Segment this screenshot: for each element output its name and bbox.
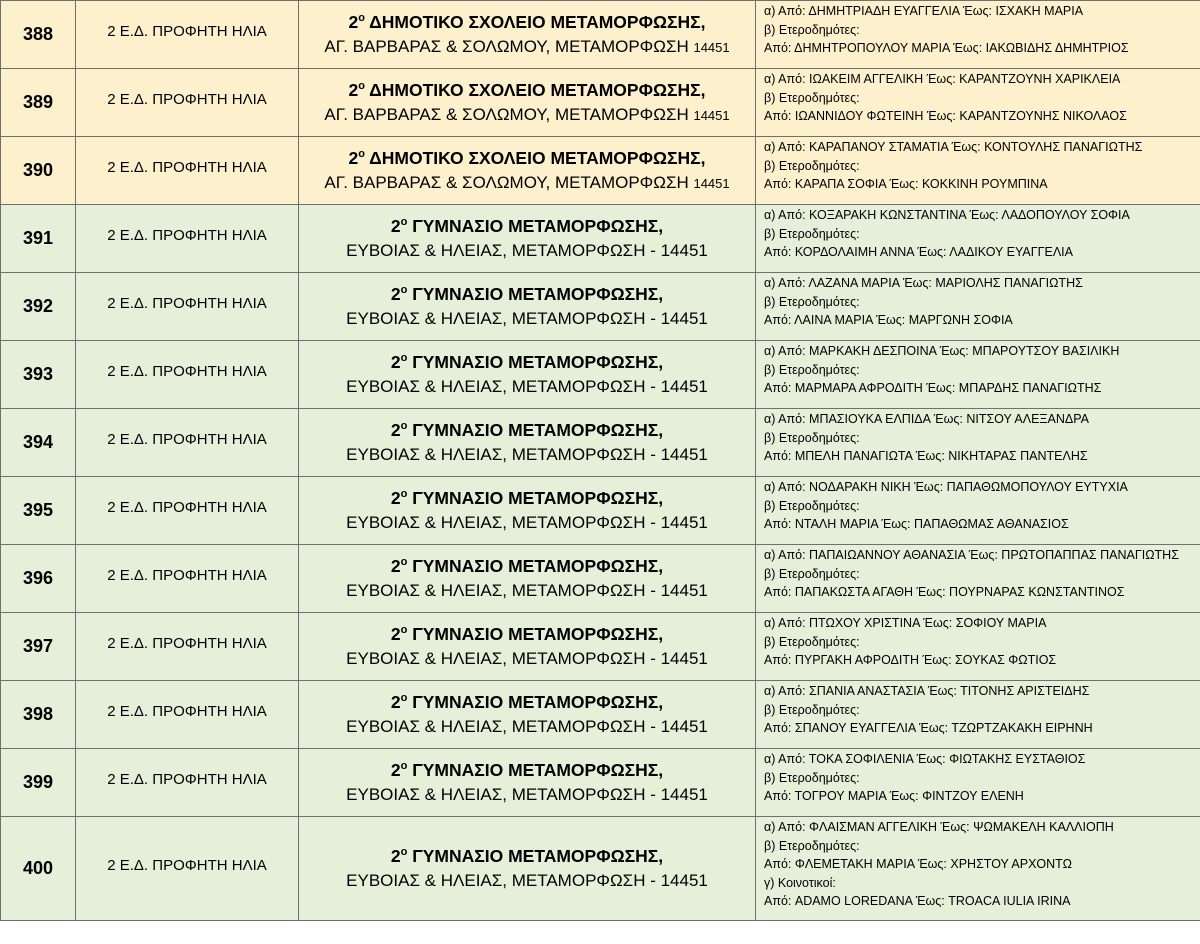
assignment-line: α) Από: ΣΠΑΝΙΑ ΑΝΑΣΤΑΣΙΑ Έως: ΤΙΤΟΝΗΣ ΑΡΙΣΤΕΙΔΗΣ xyxy=(764,684,1090,698)
assignment-line: Από: ΠΥΡΓΑΚΗ ΑΦΡΟΔΙΤΗ Έως: ΣΟΥΚΑΣ ΦΩΤΙΟΣ xyxy=(764,653,1057,667)
school-address-text: ΕΥΒΟΙΑΣ & ΗΛΕΙΑΣ, ΜΕΤΑΜΟΡΦΩΣΗ - 14451 xyxy=(346,871,708,890)
school-cell xyxy=(299,817,756,921)
table-row xyxy=(1,613,1200,681)
school-grade-number: 2 xyxy=(390,692,401,712)
school-grade-number: 2 xyxy=(390,284,401,304)
ordinal-superscript: ο xyxy=(358,12,365,25)
ordinal-superscript: ο xyxy=(400,352,408,365)
assignment-line: α) Από: ΜΠΑΣΙΟΥΚΑ ΕΛΠΙΔΑ Έως: ΝΙΤΣΟΥ ΑΛΕΞΑΝΔΡΑ xyxy=(764,412,1089,426)
voter-assignment xyxy=(756,545,1200,613)
school-cell xyxy=(299,681,756,749)
electoral-district: 2 Ε.Δ. ΠΡΟΦΗΤΗ ΗΛΙΑ xyxy=(76,137,299,205)
assignment-line: β) Ετεροδημότες: xyxy=(764,430,860,445)
ordinal-superscript: ο xyxy=(358,80,365,93)
school-address xyxy=(299,105,755,125)
school-name xyxy=(299,80,755,101)
voter-assignment xyxy=(756,477,1200,545)
school-address-text: ΕΥΒΟΙΑΣ & ΗΛΕΙΑΣ, ΜΕΤΑΜΟΡΦΩΣΗ - 14451 xyxy=(346,513,708,532)
voter-assignment xyxy=(756,341,1200,409)
school-grade-number: 2 xyxy=(348,80,359,100)
school-grade-number: 2 xyxy=(390,488,401,508)
table-row xyxy=(1,341,1200,409)
assignment-line: β) Ετεροδημότες: xyxy=(764,838,860,853)
school-name-text: ΔΗΜΟΤΙΚΟ ΣΧΟΛΕΙΟ ΜΕΤΑΜΟΡΦΩΣΗΣ, xyxy=(364,12,706,32)
assignment-line: β) Ετεροδημότες: xyxy=(764,770,860,785)
assignment-line: β) Ετεροδημότες: xyxy=(764,634,860,649)
school-cell xyxy=(299,1,756,69)
assignment-line: α) Από: ΠΑΠΑΙΩΑΝΝΟΥ ΑΘΑΝΑΣΙΑ Έως: ΠΡΩΤΟΠΑΠΠΑΣ ΠΑΝΑΓΙΩΤΗΣ xyxy=(764,548,1179,562)
assignment-line: Από: ΤΟΓΡΟΥ ΜΑΡΙΑ Έως: ΦΙΝΤΖΟΥ ΕΛΕΝΗ xyxy=(764,789,1024,803)
table-row xyxy=(1,477,1200,545)
electoral-district: 2 Ε.Δ. ΠΡΟΦΗΤΗ ΗΛΙΑ xyxy=(76,273,299,341)
school-address xyxy=(299,581,755,601)
electoral-district: 2 Ε.Δ. ΠΡΟΦΗΤΗ ΗΛΙΑ xyxy=(76,749,299,817)
school-cell xyxy=(299,273,756,341)
station-number: 390 xyxy=(1,137,76,205)
table-row xyxy=(1,69,1200,137)
school-grade-number: 2 xyxy=(390,846,401,866)
school-address-text: ΑΓ. ΒΑΡΒΑΡΑΣ & ΣΟΛΩΜΟΥ, ΜΕΤΑΜΟΡΦΩΣΗ xyxy=(324,37,694,56)
voter-assignment xyxy=(756,409,1200,477)
school-grade-number: 2 xyxy=(348,148,359,168)
table-row xyxy=(1,273,1200,341)
voter-assignment xyxy=(756,273,1200,341)
electoral-district: 2 Ε.Δ. ΠΡΟΦΗΤΗ ΗΛΙΑ xyxy=(76,613,299,681)
school-address-text: ΕΥΒΟΙΑΣ & ΗΛΕΙΑΣ, ΜΕΤΑΜΟΡΦΩΣΗ - 14451 xyxy=(346,241,708,260)
school-name xyxy=(299,352,755,373)
ordinal-superscript: ο xyxy=(400,846,408,859)
school-name-text: ΔΗΜΟΤΙΚΟ ΣΧΟΛΕΙΟ ΜΕΤΑΜΟΡΦΩΣΗΣ, xyxy=(364,148,706,168)
school-address-text: ΕΥΒΟΙΑΣ & ΗΛΕΙΑΣ, ΜΕΤΑΜΟΡΦΩΣΗ - 14451 xyxy=(346,717,708,736)
school-address-text: ΕΥΒΟΙΑΣ & ΗΛΕΙΑΣ, ΜΕΤΑΜΟΡΦΩΣΗ - 14451 xyxy=(346,581,708,600)
ordinal-superscript: ο xyxy=(400,760,408,773)
assignment-line: Από: ΜΑΡΜΑΡΑ ΑΦΡΟΔΙΤΗ Έως: ΜΠΑΡΔΗΣ ΠΑΝΑΓΙΩΤΗΣ xyxy=(764,381,1102,395)
school-zip: 14451 xyxy=(693,108,730,123)
voter-assignment xyxy=(756,681,1200,749)
school-name-text: ΓΥΜΝΑΣΙΟ ΜΕΤΑΜΟΡΦΩΣΗΣ, xyxy=(407,284,664,304)
voter-assignment xyxy=(756,749,1200,817)
voter-assignment xyxy=(756,817,1200,921)
station-number: 393 xyxy=(1,341,76,409)
school-cell xyxy=(299,137,756,205)
school-address-text: ΕΥΒΟΙΑΣ & ΗΛΕΙΑΣ, ΜΕΤΑΜΟΡΦΩΣΗ - 14451 xyxy=(346,785,708,804)
assignment-line: α) Από: ΙΩΑΚΕΙΜ ΑΓΓΕΛΙΚΗ Έως: ΚΑΡΑΝΤΖΟΥΝΗ ΧΑΡΙΚΛΕΙΑ xyxy=(764,72,1121,86)
school-name xyxy=(299,846,755,867)
table-row xyxy=(1,545,1200,613)
school-address xyxy=(299,717,755,737)
school-grade-number: 2 xyxy=(348,12,359,32)
assignment-line: β) Ετεροδημότες: xyxy=(764,294,860,309)
station-number: 395 xyxy=(1,477,76,545)
electoral-district: 2 Ε.Δ. ΠΡΟΦΗΤΗ ΗΛΙΑ xyxy=(76,681,299,749)
assignment-line: α) Από: ΠΤΩΧΟΥ ΧΡΙΣΤΙΝΑ Έως: ΣΟΦΙΟΥ ΜΑΡΙΑ xyxy=(764,616,1047,630)
school-name xyxy=(299,284,755,305)
school-grade-number: 2 xyxy=(390,352,401,372)
electoral-district: 2 Ε.Δ. ΠΡΟΦΗΤΗ ΗΛΙΑ xyxy=(76,477,299,545)
school-address xyxy=(299,513,755,533)
station-number: 397 xyxy=(1,613,76,681)
school-name xyxy=(299,624,755,645)
school-name-text: ΓΥΜΝΑΣΙΟ ΜΕΤΑΜΟΡΦΩΣΗΣ, xyxy=(407,352,664,372)
assignment-line: Από: ΣΠΑΝΟΥ ΕΥΑΓΓΕΛΙΑ Έως: ΤΖΩΡΤΖΑΚΑΚΗ ΕΙΡΗΝΗ xyxy=(764,721,1093,735)
school-address xyxy=(299,37,755,57)
station-number: 388 xyxy=(1,1,76,69)
voter-assignment xyxy=(756,69,1200,137)
school-address-text: ΕΥΒΟΙΑΣ & ΗΛΕΙΑΣ, ΜΕΤΑΜΟΡΦΩΣΗ - 14451 xyxy=(346,377,708,396)
school-grade-number: 2 xyxy=(390,216,401,236)
school-cell xyxy=(299,205,756,273)
school-grade-number: 2 xyxy=(390,420,401,440)
ordinal-superscript: ο xyxy=(400,624,408,637)
school-name-text: ΓΥΜΝΑΣΙΟ ΜΕΤΑΜΟΡΦΩΣΗΣ, xyxy=(407,760,664,780)
school-name-text: ΓΥΜΝΑΣΙΟ ΜΕΤΑΜΟΡΦΩΣΗΣ, xyxy=(407,846,664,866)
school-name-text: ΔΗΜΟΤΙΚΟ ΣΧΟΛΕΙΟ ΜΕΤΑΜΟΡΦΩΣΗΣ, xyxy=(364,80,706,100)
assignment-line: Από: ΝΤΑΛΗ ΜΑΡΙΑ Έως: ΠΑΠΑΘΩΜΑΣ ΑΘΑΝΑΣΙΟΣ xyxy=(764,517,1069,531)
ordinal-superscript: ο xyxy=(400,556,408,569)
assignment-line: Από: ΜΠΕΛΗ ΠΑΝΑΓΙΩΤΑ Έως: ΝΙΚΗΤΑΡΑΣ ΠΑΝΤΕΛΗΣ xyxy=(764,449,1088,463)
school-name-text: ΓΥΜΝΑΣΙΟ ΜΕΤΑΜΟΡΦΩΣΗΣ, xyxy=(407,488,664,508)
school-zip: 14451 xyxy=(693,176,730,191)
voter-assignment xyxy=(756,1,1200,69)
electoral-district: 2 Ε.Δ. ΠΡΟΦΗΤΗ ΗΛΙΑ xyxy=(76,205,299,273)
assignment-line: Από: ΚΑΡΑΠΑ ΣΟΦΙΑ Έως: ΚΟΚΚΙΝΗ ΡΟΥΜΠΙΝΑ xyxy=(764,177,1048,191)
station-number: 396 xyxy=(1,545,76,613)
electoral-district: 2 Ε.Δ. ΠΡΟΦΗΤΗ ΗΛΙΑ xyxy=(76,69,299,137)
assignment-line: Από: ΦΛΕΜΕΤΑΚΗ ΜΑΡΙΑ Έως: ΧΡΗΣΤΟΥ ΑΡΧΟΝΤΩ xyxy=(764,857,1072,871)
school-name-text: ΓΥΜΝΑΣΙΟ ΜΕΤΑΜΟΡΦΩΣΗΣ, xyxy=(407,692,664,712)
school-cell xyxy=(299,341,756,409)
ordinal-superscript: ο xyxy=(400,284,408,297)
school-grade-number: 2 xyxy=(390,760,401,780)
table-row xyxy=(1,681,1200,749)
school-name xyxy=(299,420,755,441)
ordinal-superscript: ο xyxy=(400,692,408,705)
school-address xyxy=(299,173,755,193)
assignment-line: γ) Κοινοτικοί: xyxy=(764,875,836,890)
assignment-line: Από: ADAMO LOREDANA Έως: TROACA IULIA IRINA xyxy=(764,894,1071,908)
school-name-text: ΓΥΜΝΑΣΙΟ ΜΕΤΑΜΟΡΦΩΣΗΣ, xyxy=(407,624,664,644)
table-row xyxy=(1,205,1200,273)
assignment-line: β) Ετεροδημότες: xyxy=(764,566,860,581)
station-number: 392 xyxy=(1,273,76,341)
assignment-line: α) Από: ΦΛΑΙΣΜΑΝ ΑΓΓΕΛΙΚΗ Έως: ΨΩΜΑΚΕΛΗ ΚΑΛΛΙΟΠΗ xyxy=(764,820,1114,834)
table-row xyxy=(1,409,1200,477)
assignment-line: β) Ετεροδημότες: xyxy=(764,90,860,105)
assignment-line: Από: ΠΑΠΑΚΩΣΤΑ ΑΓΑΘΗ Έως: ΠΟΥΡΝΑΡΑΣ ΚΩΝΣΤΑΝΤΙΝΟΣ xyxy=(764,585,1125,599)
assignment-line: α) Από: ΤΟΚΑ ΣΟΦΙΛΕΝΙΑ Έως: ΦΙΩΤΑΚΗΣ ΕΥΣΤΑΘΙΟΣ xyxy=(764,752,1086,766)
school-cell xyxy=(299,477,756,545)
ordinal-superscript: ο xyxy=(400,420,408,433)
school-address-text: ΑΓ. ΒΑΡΒΑΡΑΣ & ΣΟΛΩΜΟΥ, ΜΕΤΑΜΟΡΦΩΣΗ xyxy=(324,173,694,192)
assignment-line: α) Από: ΚΟΞΑΡΑΚΗ ΚΩΝΣΤΑΝΤΙΝΑ Έως: ΛΑΔΟΠΟΥΛΟΥ ΣΟΦΙΑ xyxy=(764,208,1130,222)
station-number: 391 xyxy=(1,205,76,273)
school-grade-number: 2 xyxy=(390,556,401,576)
assignment-line: α) Από: ΝΟΔΑΡΑΚΗ ΝΙΚΗ Έως: ΠΑΠΑΘΩΜΟΠΟΥΛΟΥ ΕΥΤΥΧΙΑ xyxy=(764,480,1128,494)
assignment-line: α) Από: ΔΗΜΗΤΡΙΑΔΗ ΕΥΑΓΓΕΛΙΑ Έως: ΙΣΧΑΚΗ ΜΑΡΙΑ xyxy=(764,4,1084,18)
electoral-district: 2 Ε.Δ. ΠΡΟΦΗΤΗ ΗΛΙΑ xyxy=(76,1,299,69)
voter-assignment xyxy=(756,205,1200,273)
school-address xyxy=(299,377,755,397)
school-name xyxy=(299,148,755,169)
assignment-line: β) Ετεροδημότες: xyxy=(764,702,860,717)
station-number: 394 xyxy=(1,409,76,477)
school-name xyxy=(299,216,755,237)
voter-assignment xyxy=(756,137,1200,205)
school-name-text: ΓΥΜΝΑΣΙΟ ΜΕΤΑΜΟΡΦΩΣΗΣ, xyxy=(407,556,664,576)
assignment-line: α) Από: ΜΑΡΚΑΚΗ ΔΕΣΠΟΙΝΑ Έως: ΜΠΑΡΟΥΤΣΟΥ ΒΑΣΙΛΙΚΗ xyxy=(764,344,1120,358)
assignment-line: α) Από: ΛΑΖΑΝΑ ΜΑΡΙΑ Έως: ΜΑΡΙΟΛΗΣ ΠΑΝΑΓΙΩΤΗΣ xyxy=(764,276,1083,290)
school-address-text: ΕΥΒΟΙΑΣ & ΗΛΕΙΑΣ, ΜΕΤΑΜΟΡΦΩΣΗ - 14451 xyxy=(346,309,708,328)
school-name xyxy=(299,12,755,33)
assignment-line: Από: ΚΟΡΔΟΛΑΙΜΗ ΑΝΝΑ Έως: ΛΑΔΙΚΟΥ ΕΥΑΓΓΕΛΙΑ xyxy=(764,245,1073,259)
ordinal-superscript: ο xyxy=(358,148,365,161)
table-body xyxy=(1,1,1200,921)
school-grade-number: 2 xyxy=(390,624,401,644)
station-number: 398 xyxy=(1,681,76,749)
electoral-district: 2 Ε.Δ. ΠΡΟΦΗΤΗ ΗΛΙΑ xyxy=(76,817,299,921)
assignment-line: Από: ΙΩΑΝΝΙΔΟΥ ΦΩΤΕΙΝΗ Έως: ΚΑΡΑΝΤΖΟΥΝΗΣ ΝΙΚΟΛΑΟΣ xyxy=(764,109,1127,123)
voter-assignment xyxy=(756,613,1200,681)
school-cell xyxy=(299,409,756,477)
assignment-line: Από: ΛΑΙΝΑ ΜΑΡΙΑ Έως: ΜΑΡΓΩΝΗ ΣΟΦΙΑ xyxy=(764,313,1013,327)
school-name xyxy=(299,488,755,509)
school-address xyxy=(299,309,755,329)
table-row xyxy=(1,137,1200,205)
school-address xyxy=(299,241,755,261)
assignment-line: α) Από: ΚΑΡΑΠΑΝΟΥ ΣΤΑΜΑΤΙΑ Έως: ΚΟΝΤΟΥΛΗΣ ΠΑΝΑΓΙΩΤΗΣ xyxy=(764,140,1143,154)
station-number: 399 xyxy=(1,749,76,817)
ordinal-superscript: ο xyxy=(400,488,408,501)
assignment-line: β) Ετεροδημότες: xyxy=(764,22,860,37)
school-address xyxy=(299,785,755,805)
assignment-line: β) Ετεροδημότες: xyxy=(764,158,860,173)
table-row xyxy=(1,749,1200,817)
table-row xyxy=(1,817,1200,921)
school-name xyxy=(299,556,755,577)
school-zip: 14451 xyxy=(693,40,730,55)
school-name-text: ΓΥΜΝΑΣΙΟ ΜΕΤΑΜΟΡΦΩΣΗΣ, xyxy=(407,216,664,236)
school-cell xyxy=(299,69,756,137)
ordinal-superscript: ο xyxy=(400,216,408,229)
school-address-text: ΕΥΒΟΙΑΣ & ΗΛΕΙΑΣ, ΜΕΤΑΜΟΡΦΩΣΗ - 14451 xyxy=(346,649,708,668)
school-address-text: ΕΥΒΟΙΑΣ & ΗΛΕΙΑΣ, ΜΕΤΑΜΟΡΦΩΣΗ - 14451 xyxy=(346,445,708,464)
assignment-line: Από: ΔΗΜΗΤΡΟΠΟΥΛΟΥ ΜΑΡΙΑ Έως: ΙΑΚΩΒΙΔΗΣ ΔΗΜΗΤΡΙΟΣ xyxy=(764,41,1129,55)
electoral-district: 2 Ε.Δ. ΠΡΟΦΗΤΗ ΗΛΙΑ xyxy=(76,341,299,409)
electoral-district: 2 Ε.Δ. ΠΡΟΦΗΤΗ ΗΛΙΑ xyxy=(76,545,299,613)
electoral-district: 2 Ε.Δ. ΠΡΟΦΗΤΗ ΗΛΙΑ xyxy=(76,409,299,477)
school-cell xyxy=(299,545,756,613)
school-address xyxy=(299,445,755,465)
school-cell xyxy=(299,749,756,817)
station-number: 389 xyxy=(1,69,76,137)
table-row xyxy=(1,1,1200,69)
assignment-line: β) Ετεροδημότες: xyxy=(764,498,860,513)
school-address xyxy=(299,649,755,669)
school-name-text: ΓΥΜΝΑΣΙΟ ΜΕΤΑΜΟΡΦΩΣΗΣ, xyxy=(407,420,664,440)
school-name xyxy=(299,760,755,781)
school-address-text: ΑΓ. ΒΑΡΒΑΡΑΣ & ΣΟΛΩΜΟΥ, ΜΕΤΑΜΟΡΦΩΣΗ xyxy=(324,105,694,124)
school-name xyxy=(299,692,755,713)
assignment-line: β) Ετεροδημότες: xyxy=(764,362,860,377)
school-cell xyxy=(299,613,756,681)
school-address xyxy=(299,871,755,891)
station-number: 400 xyxy=(1,817,76,921)
assignment-line: β) Ετεροδημότες: xyxy=(764,226,860,241)
